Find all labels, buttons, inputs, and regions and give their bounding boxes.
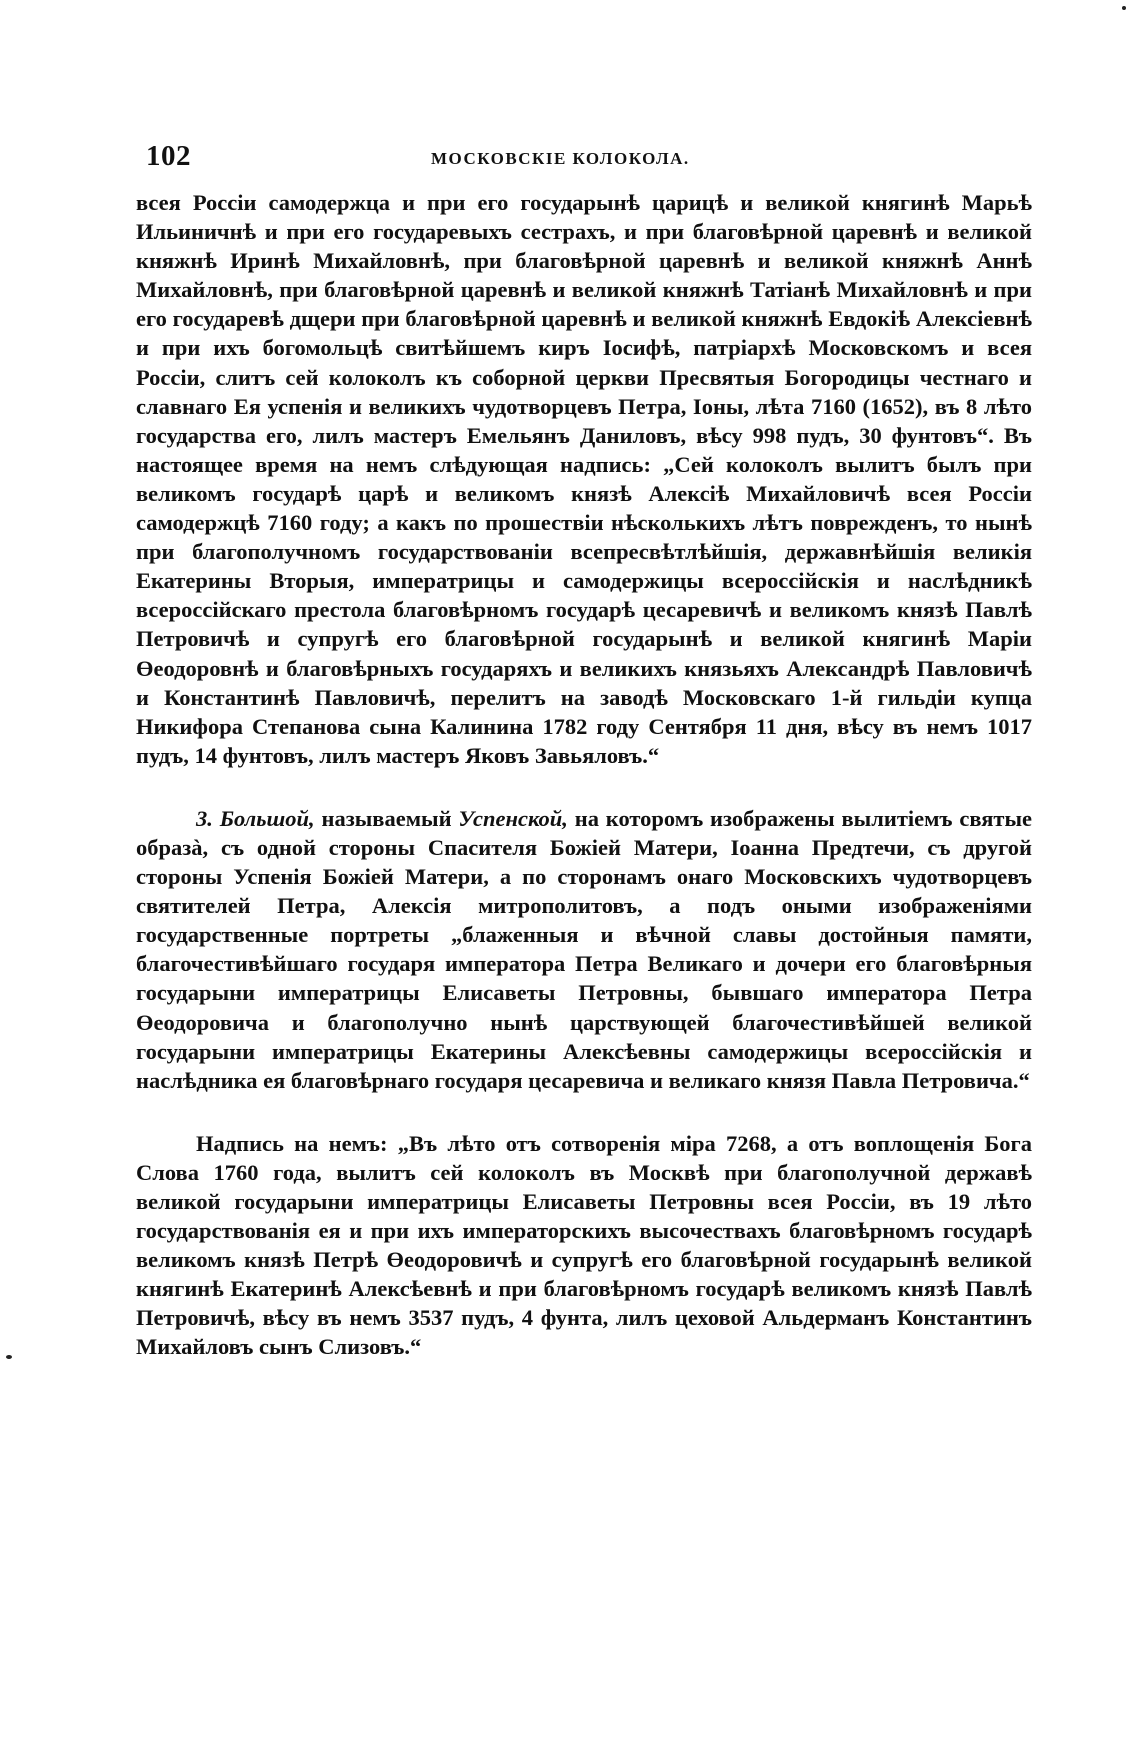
paragraph-2-connector: называемый: [314, 805, 459, 831]
paragraph-2-text: на которомъ изображены вылитіемъ святые образà, съ одной стороны Спасителя Божіей Матери, Іоанна Предтечи, съ другой стороны Успенія Божіей Матери, а по сторонамъ онаго Московскихъ чудотворцевъ святителей Петра, Алексія митрополитовъ, а подъ оными изображеніями государственные портреты „блаженныя и вѣчной славы достойныя памяти, благочестивѣйшаго государя императора Петра Великаго и дочери его благовѣрныя государыни императрицы Елисаветы Петровны, бывшаго императора Петра Өеодоровича и благополучно нынѣ царствующей благочестивѣйшей великой государыни императрицы Екатерины Алексѣевны самодержицы всероссійскія и наслѣдника ея благовѣрнаго государя цесаревича и великаго князя Павла Петровича.“: [136, 805, 1032, 1093]
scan-speck-left: [6, 1355, 12, 1359]
body-text: [136, 188, 1032, 1362]
bell-alt-name: Успенской,: [458, 805, 568, 831]
paragraph-3: Надпись на немъ: „Въ лѣто отъ сотворенія міра 7268, а отъ воплощенія Бога Слова 1760 года, вылитъ сей колоколъ въ Москвѣ при благополучной державѣ великой государыни императрицы Елисаветы Петровны всея Россіи, въ 19 лѣто государствованія ея и при ихъ императорскихъ высочествахъ благовѣрномъ государѣ великомъ князѣ Петрѣ Өеодоровичѣ и супругѣ его благовѣрной государынѣ великой княгинѣ Екатеринѣ Алексѣевнѣ и при благовѣрномъ государѣ великомъ князѣ Павлѣ Петровичѣ, вѣсу въ немъ 3537 пудъ, 4 фунта, лилъ цеховой Альдерманъ Константинъ Михайловъ сынъ Слизовъ.“: [136, 1130, 1032, 1360]
bell-name: Большой,: [219, 805, 315, 831]
paragraph-2: [136, 804, 1032, 1095]
scan-speck: [1122, 6, 1126, 10]
paragraph-1: всея Россіи самодержца и при его государынѣ царицѣ и великой княгинѣ Марьѣ Ильиничнѣ и при его государевыхъ сестрахъ, и при благовѣрной царевнѣ и великой княжнѣ Иринѣ Михайловнѣ, при благовѣрной царевнѣ и великой княжнѣ Аннѣ Михайловнѣ, при благовѣрной царевнѣ и великой княжнѣ Татіанѣ Михайловнѣ и при его государевѣ дщери при благовѣрной царевнѣ и великой княжнѣ Евдокіѣ Алексіевнѣ и при ихъ богомольцѣ свитѣйшемъ киръ Іосифѣ, патріархѣ Московскомъ и всея Россіи, слитъ сей колоколъ къ соборной церкви Пресвятыя Богородицы честнаго и славнаго Ея успенія и великихъ чудотворцевъ Петра, Іоны, лѣта 7160 (1652), въ 8 лѣто государства его, лилъ мастеръ Емельянъ Даниловъ, вѣсу 998 пудъ, 30 фунтовъ“. Въ настоящее время на немъ слѣдующая надпись: „Сей колоколъ вылитъ былъ при великомъ государѣ царѣ и великомъ князѣ Алексіѣ Михайловичѣ всея Россіи самодержцѣ 7160 году; а какъ по прошествіи нѣсколькихъ лѣтъ поврежденъ, то нынѣ при благополучномъ государствованіи всепресвѣтлѣйшія, державнѣйшія великія Екатерины Вторыя, императрицы и самодержицы всероссійскія и наслѣдникѣ всероссійскаго престола благовѣрномъ государѣ цесаревичѣ и великомъ князѣ Павлѣ Петровичѣ и супругѣ его благовѣрной государынѣ и великой княгинѣ Маріи Өеодоровнѣ и благовѣрныхъ государяхъ и великихъ князьяхъ Александрѣ Павловичѣ и Константинѣ Павловичѣ, перелитъ на заводѣ Московскаго 1-й гильдіи купца Никифора Степанова сына Калинина 1782 году Сентября 11 дня, вѣсу въ немъ 1017 пудъ, 14 фунтовъ, лилъ мастеръ Яковъ Завьяловъ.“: [136, 190, 1032, 768]
page-number: 102: [146, 140, 191, 172]
item-number: 3.: [196, 805, 213, 831]
page-header: [146, 140, 1028, 176]
running-title: МОСКОВСКІЕ КОЛОКОЛА.: [431, 149, 690, 168]
